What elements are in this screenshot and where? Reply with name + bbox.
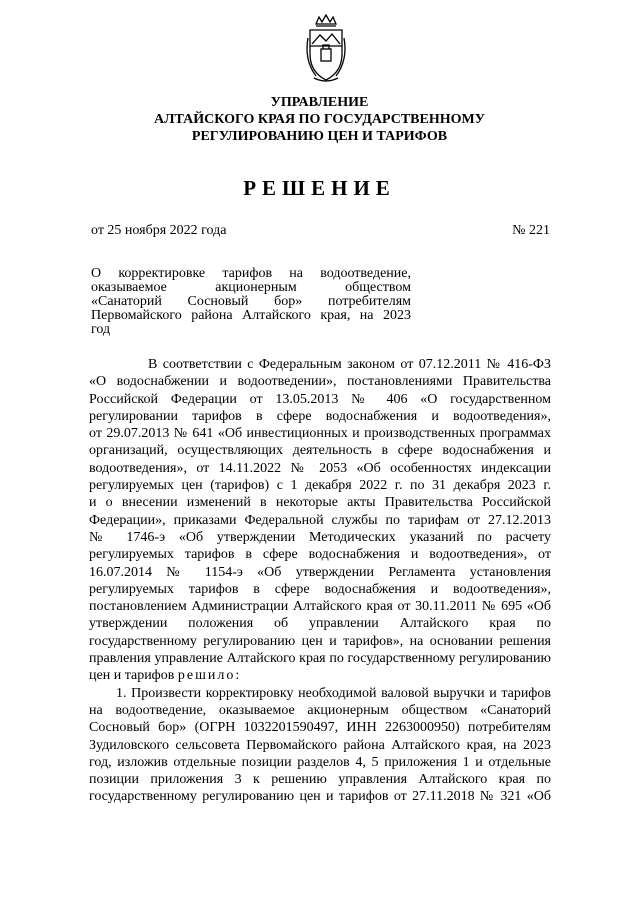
body-line: государственному регулированию цен и тарифов», на основании решения (89, 633, 551, 649)
body-line: организаций, осуществляющих деятельность в сфере водоснабжения и (89, 443, 551, 459)
decided-word: решило: (177, 668, 242, 684)
document-date: от 25 ноября 2022 года (91, 223, 227, 238)
body-line: № 1746-э «Об утверждении Методических указаний по расчету (89, 529, 551, 545)
decided-line (89, 667, 551, 684)
item-1-line: на водоотведение, оказываемое акционерным обществом «Санаторий (89, 702, 551, 718)
body-line: Федерации», приказами Федеральной службы по тарифам от 27.12.2013 (89, 512, 551, 528)
body-line: «О водоснабжении и водоотведении», постановлениями Правительства (89, 374, 551, 390)
item-1-line: Зудиловского сельсовета Первомайского района Алтайского края, на 2023 (89, 737, 551, 753)
item-1-line: год, изложив отдельные позиции разделов 4, 5 приложения 1 и отдельные (89, 754, 551, 770)
body-line: утверждении положения об управлении Алтайского края по (89, 616, 551, 632)
document-subject (91, 267, 411, 337)
agency-line-3: РЕГУЛИРОВАНИЮ ЦЕН И ТАРИФОВ (191, 129, 448, 144)
body-line: регулируемых цен (тарифов) с 1 декабря 2022 г. по 31 декабря 2023 г. (89, 478, 551, 494)
item-1-line: позиции приложения 3 к решению управления Алтайского края по (89, 772, 551, 788)
body-line: регулируемых тарифов в сфере водоснабжения и водоотведения», (89, 581, 551, 597)
body-line: правления управление Алтайского края по государственному регулированию (89, 651, 551, 667)
body-line: водоотведения», от 14.11.2022 № 2053 «Об особенностях индексации (89, 460, 551, 476)
item-1-line: государственному регулированию цен и тарифов от 27.11.2018 № 321 «Об (89, 789, 551, 805)
subject-line: оказываемое акционерным обществом (91, 280, 411, 295)
agency-name (0, 94, 639, 145)
body-line: постановлением Администрации Алтайского края от 30.11.2011 № 695 «Об (89, 599, 551, 615)
document-title: РЕШЕНИЕ (243, 176, 396, 200)
agency-line-1: УПРАВЛЕНИЕ (270, 95, 369, 110)
subject-line: год (91, 322, 111, 337)
body-line: 16.07.2014 № 1154-э «Об утверждении Регламента установления (89, 564, 551, 580)
subject-line: О корректировке тарифов на водоотведение, (91, 266, 411, 281)
document-number: № 221 (512, 223, 550, 238)
body-line: Российской Федерации от 13.05.2013 № 406 «О государственном (89, 391, 551, 407)
decided-prefix: цен и тарифов (89, 668, 178, 684)
body-line: регулируемых тарифов в сфере водоснабжения и водоотведения», от (89, 547, 551, 563)
item-1-line: Сосновый бор» (ОГРН 1032201590497, ИНН 2263000950) потребителям (89, 720, 551, 736)
body-line: от 29.07.2013 № 641 «Об инвестиционных и производственных программах (89, 426, 551, 442)
subject-line: «Санаторий Сосновый бор» потребителям (91, 294, 411, 309)
coat-of-arms-emblem (302, 14, 350, 86)
agency-line-2: АЛТАЙСКОГО КРАЯ ПО ГОСУДАРСТВЕННОМУ (154, 112, 485, 127)
body-line: и о внесении изменений в некоторые акты Правительства Российской (89, 495, 551, 511)
body-line: регулировании тарифов в сфере водоснабжения и водоотведения», (89, 408, 551, 424)
subject-line: Первомайского района Алтайского края, на 2023 (91, 308, 411, 323)
body-line: В соответствии с Федеральным законом от 07.12.2011 № 416-ФЗ (148, 357, 551, 372)
document-body (89, 356, 551, 806)
item-1-line: 1. Произвести корректировку необходимой валовой выручки и тарифов (116, 685, 551, 701)
